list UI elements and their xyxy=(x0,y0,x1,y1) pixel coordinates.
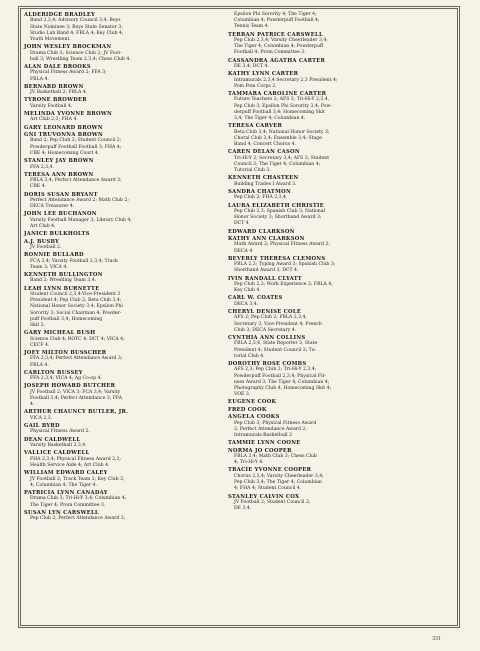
activity-line: AFS 2; Pep Club 2; FBLA 2,3,4, xyxy=(234,315,307,321)
activity-line: FHA 2,3,4; Physical Fitness Award 2,3; xyxy=(30,456,121,462)
activity-line: Pep Club 2,3; Work Experience 2; FBLA 4; xyxy=(234,281,333,287)
activity-line: FBLA 3,4; Perfect Attendance Award 3; xyxy=(30,178,122,184)
student-name: SUSAN LYN CARSWELL xyxy=(24,509,99,516)
senior-entry xyxy=(228,189,428,202)
activity-line: FFA 2,3,4; VICA 4; Ag Co-op 4. xyxy=(30,376,102,382)
activity-line: AFS 2,3; Pep Club 2; Tri-Hi-Y 2,3,4; xyxy=(234,367,317,373)
activity-line: DECA 3,4. xyxy=(234,301,259,307)
student-name: JOEY MILTON BUSSCHER xyxy=(24,350,107,357)
activity-line: Band 2,3,4; Advisory Council 3,4; Boys xyxy=(30,18,121,24)
activity-line: Art Club 2,3; FHA 4. xyxy=(30,117,78,123)
activity-line: Art Club 4. xyxy=(30,223,56,229)
activity-line: DCT 4 xyxy=(234,221,249,227)
activity-line: Physical Fitness Award 2. xyxy=(30,429,90,435)
student-name: KENNETH BULLINGTON xyxy=(24,271,103,278)
activity-line: VICA 2,3. xyxy=(30,415,53,421)
activity-line: JV Football 2; VICA 3; FCA 3,4; Varsity xyxy=(30,389,121,395)
activity-line: Pom Pom Corps 2. xyxy=(234,83,277,89)
student-name: BERNARD BROWN xyxy=(24,83,84,90)
senior-entry xyxy=(228,335,428,360)
student-name: ANGELA COOKS xyxy=(228,414,280,421)
activity-line: VOE 3. xyxy=(234,392,251,398)
senior-entry xyxy=(228,407,428,413)
senior-entry xyxy=(228,91,428,122)
senior-entry xyxy=(228,414,428,439)
student-name: CYNTHIA ANN COLLINS xyxy=(228,335,306,341)
activity-line: Pep Club 3; Epsilon Phi Sorority 3,4; Pow- xyxy=(234,103,332,109)
senior-entry xyxy=(228,203,428,228)
student-name: STANLEY CALVIN COX xyxy=(228,493,300,500)
activity-line: derpuff Football 3,4; Homecoming Skit xyxy=(234,109,325,115)
senior-entry xyxy=(24,12,224,43)
activity-line: FBLA 3,4; Math Club 3; Chess Club xyxy=(234,454,317,460)
activity-line: Pep Club 3; Physical Fitness Award xyxy=(234,420,317,426)
activity-line: CBE 4; Homecoming Court 4. xyxy=(30,150,100,156)
student-name: CASSANDRA AGATHA CARTER xyxy=(228,57,326,64)
student-name: RONNIE BULLARD xyxy=(24,252,84,259)
activity-line: Epsilon Phi Sorority 4; The Tiger 4; xyxy=(234,12,317,17)
activity-line: Council 3; The Tiger 4; Columbian 4; xyxy=(234,161,321,167)
senior-entry xyxy=(24,370,224,383)
activity-line: Pep Club 2,3; Spanish Club 3; National xyxy=(234,208,325,214)
activity-line: Secretary 3, Vice-President 4; French xyxy=(234,321,322,327)
activity-line: Varsity Football 4. xyxy=(30,103,73,109)
activity-line: Tennis Team 4. xyxy=(234,24,269,30)
student-name: CHERYL DENISE COLE xyxy=(228,308,302,315)
activity-line: FCA 3,4; Varsity Football 2,3,4; Track xyxy=(30,258,118,264)
senior-entry xyxy=(24,437,224,450)
student-name: TYRONE BROWDER xyxy=(24,97,87,104)
student-name: TERESA ANN BROWN xyxy=(24,171,94,178)
activity-line: Photography Club 4; Homecoming Skit 4; xyxy=(234,386,332,392)
activity-line: Powderpuff Football 2,3,4; Physical Fit- xyxy=(234,373,326,379)
senior-entry xyxy=(24,84,224,97)
activity-line: FBLA 2,3,4, State Reporter 3, State xyxy=(234,341,318,347)
senior-entry xyxy=(24,211,224,230)
activity-line: National Honor Society 3,4; Epsilon Phi xyxy=(30,304,123,310)
senior-entry xyxy=(228,32,428,57)
student-name: JOHN LEE BUCHANON xyxy=(24,211,97,218)
activity-line: Pep Club 3,4; The Tiger 4; Columbian xyxy=(234,480,322,486)
activity-line: Band 4; Concert Chorus 4. xyxy=(234,142,297,148)
senior-entry xyxy=(228,361,428,398)
senior-entry xyxy=(24,231,224,237)
activity-line: Health Service Aide 4; Art Club 4. xyxy=(30,462,110,468)
student-name: JANICE BULKHOLTS xyxy=(24,231,90,238)
activity-line: ball 3; Wrestling Team 2,3,4; Chess Club 4. xyxy=(30,56,131,62)
activity-line: Physical Fitness Award 2; FFA 3; xyxy=(30,70,107,76)
activity-line: Powderpuff Football Football 3; FHA 4; xyxy=(30,144,122,150)
activity-line: DE 3,4. xyxy=(234,506,252,512)
activity-line: Choral Club 3,4; Ensemble 3,4; Stage xyxy=(234,135,322,141)
student-name: SANDRA CHATMON xyxy=(228,188,291,195)
activity-line: FFA 2,3,4; Perfect Attendance Award 3; xyxy=(30,356,123,362)
senior-entry xyxy=(24,44,224,63)
activity-line: State Nominee 3; Boys State Senator 3; xyxy=(30,24,123,30)
student-name: FRED COOK xyxy=(228,406,267,413)
senior-entry xyxy=(228,295,428,308)
activity-line: Math Award 2; Physical Fitness Award 2; xyxy=(234,242,330,248)
activity-line: President 4; Pep Club 2; Beta Club 3,4; xyxy=(30,298,122,304)
activity-line: Varsity Football Manager 3; Library Club 4; xyxy=(30,217,132,223)
activity-line: Drama Club 3; Science Club 2; JV Foot- xyxy=(30,50,122,56)
right-column xyxy=(228,12,428,513)
student-name: DEAN CALDWELL xyxy=(24,436,81,443)
student-name: ALAN DALE BROOKS xyxy=(24,64,91,71)
student-name: DORIS SUSAN BRYANT xyxy=(24,191,98,198)
student-name: TERESA CARVER xyxy=(228,123,283,130)
student-name: TAMMARA CAROLINE CARTER xyxy=(228,91,327,98)
student-name: GARY MICHEAL BUSH xyxy=(24,330,96,337)
activity-line: 3,4; The Tiger 4; Columbian 4. xyxy=(234,116,306,122)
activity-line: Studio Lab Band 4; FBLA 4; Key Club 4; xyxy=(30,30,124,36)
senior-entry xyxy=(228,236,428,255)
activity-line: The Tiger 4; Columbian 4; Powderpuff xyxy=(234,44,324,50)
activity-line: 4; Columbian 4; The Tiger 4. xyxy=(30,482,97,488)
activity-line: JV Football 2; Track Team 2; Key Club 3, xyxy=(30,476,125,482)
senior-entry xyxy=(228,71,428,90)
activity-line: Youth Movement. xyxy=(30,37,71,43)
student-name: LAURA ELIZABETH CHRISTIE xyxy=(228,202,325,209)
student-name: IVIN RANDALL CLYATT xyxy=(228,275,302,282)
activity-line: Band 2; Wrestling Team 3,4. xyxy=(30,278,97,284)
activity-line: Science Club 4; ROTC 4; DCT 4; VICA 4; xyxy=(30,336,125,342)
activity-line: Band 2; Pep Club 2; Student Council 2; xyxy=(30,138,122,144)
activity-line: FBLA 2,3; Typing Award 3; Spanish Club 3; xyxy=(234,262,336,268)
student-name: CAREN DELAN CASON xyxy=(228,149,300,156)
student-name: STANLEY JAY BROWN xyxy=(24,158,94,165)
student-name: ARTHUR CHAUNCY BUTLER, JR. xyxy=(24,409,129,416)
senior-entry xyxy=(228,440,428,446)
student-name: TERRAN PATRICE CARSWELL xyxy=(228,31,323,38)
student-name: GNI TRUVONNA BROWN xyxy=(24,132,104,139)
activity-line: JV Football 2; Student Council 2; xyxy=(234,499,311,505)
student-name: EUGENE COOK xyxy=(228,399,277,406)
senior-entry xyxy=(228,149,428,174)
senior-entry xyxy=(228,229,428,235)
student-name: NORMA JO COOPER xyxy=(228,447,292,454)
student-name: DOROTHY ROSE COMBS xyxy=(228,361,307,368)
senior-entry xyxy=(228,58,428,71)
activity-line: Pep Club 2; Perfect Attendance Award 2; xyxy=(30,516,126,522)
activity-line: torial Club 4. xyxy=(234,353,265,359)
student-name: TAMMIE LYNN COONE xyxy=(228,440,301,447)
activity-line: DE 3,4; DCT 4. xyxy=(234,64,269,70)
student-name: GARY LEONARD BROWN xyxy=(24,124,103,131)
activity-line: CECF 4. xyxy=(30,342,50,348)
activity-line: President 4; Student Council 3; Tu- xyxy=(234,347,317,353)
senior-entry xyxy=(24,97,224,110)
senior-entry xyxy=(24,470,224,489)
senior-entry xyxy=(24,510,224,523)
activity-line: 4; FHA 4; Student Council 4. xyxy=(234,486,302,492)
student-name: KATHY ANN CLARKSON xyxy=(228,235,305,242)
student-name: MELINDA YVONNE BROWN xyxy=(24,111,113,118)
senior-entry xyxy=(24,172,224,191)
left-column xyxy=(24,12,224,523)
activity-line: Key Club 4. xyxy=(234,288,261,294)
senior-entry xyxy=(24,450,224,469)
activity-line: 4. xyxy=(30,402,35,408)
senior-entry xyxy=(24,490,224,509)
activity-line: Student Council 2,3,4-Vice-President 3 xyxy=(30,291,121,297)
activity-line: DECA Treasurer 4. xyxy=(30,204,75,210)
senior-entry xyxy=(24,272,224,285)
activity-line: Football 3,4; Perfect Attendance 3; FFA xyxy=(30,396,123,402)
activity-line: Pep Club 2; FHA 2,3,4 xyxy=(234,195,286,201)
student-name: BEVERLY THERESA CLEMONS xyxy=(228,255,326,262)
senior-entry xyxy=(228,276,428,295)
student-name: KATHY LYNN CARTER xyxy=(228,71,299,78)
activity-line: Honor Society 3; Shorthand Award 3; xyxy=(234,215,322,221)
senior-entry xyxy=(228,467,428,492)
activity-line: The Tiger 4; Prom Committee 3. xyxy=(30,502,106,508)
senior-entry xyxy=(24,64,224,83)
student-name: CARL W. COATES xyxy=(228,295,283,302)
senior-entry xyxy=(228,448,428,467)
activity-line: Intramurals 2,3,4 Secretary 2,3 President 4; xyxy=(234,77,338,83)
senior-entry xyxy=(24,286,224,330)
student-name: GAIL BYRD xyxy=(24,423,60,430)
activity-line: ness Award 3; The Tiger 4; Columbian 4; xyxy=(234,379,330,385)
activity-line: FBLA 4. xyxy=(30,76,49,82)
activity-line: Varsity Basketball 2,3,4. xyxy=(30,443,87,449)
senior-entry xyxy=(24,423,224,436)
senior-entry xyxy=(24,132,224,157)
activity-line: Drama Club 3; Tri-Hi-Y 3,4; Columbian 4; xyxy=(30,496,127,502)
page-number: 331 xyxy=(432,636,441,642)
student-name: WILLIAM EDWARD CALEY xyxy=(24,470,108,477)
senior-entry xyxy=(24,383,224,408)
senior-entry xyxy=(24,158,224,171)
activity-line: Intramurals-Basketball 2 xyxy=(234,433,293,439)
activity-line: JV Basketball 2; FBLA 4. xyxy=(30,90,88,96)
activity-line: puff Football 3,4; Homecoming xyxy=(30,316,103,322)
senior-entry xyxy=(228,494,428,513)
activity-line: FFA 2,3,4. xyxy=(30,164,54,170)
activity-line: Football 4; Prom Committee 3. xyxy=(234,50,306,56)
student-name: EDWARD CLARKSON xyxy=(228,228,295,235)
senior-entry xyxy=(228,399,428,405)
senior-entry xyxy=(24,330,224,349)
student-name: TRACIE YVONNE COOPER xyxy=(228,467,312,474)
activity-line: Future Teachers 2; AFS 3; Tri-Hi-Y 2,3,4, xyxy=(234,97,330,103)
activity-line: Tri-Hi-Y 2, Secretary 3,4; AFS 3; Student xyxy=(234,155,330,161)
activity-line: Tutorial Club 3. xyxy=(234,168,271,174)
activity-line: DECA 4 xyxy=(234,248,253,254)
activity-line: Perfect Attendance Award 2; Math Club 2; xyxy=(30,197,129,203)
senior-entry xyxy=(24,192,224,211)
student-name: CARLTON BUSSEY xyxy=(24,369,83,376)
activity-line: Club 3; DECA Secretary 4. xyxy=(234,327,297,333)
activity-line: Pep Club 2,3,4; Varsity Cheerleader 3,4; xyxy=(234,38,328,44)
senior-entry xyxy=(228,12,428,31)
senior-entry xyxy=(24,252,224,271)
activity-line: Chorus 2,3,4; Varsity Cheerleader 3,4; xyxy=(234,473,324,479)
senior-entry xyxy=(228,175,428,188)
activity-line: Sorority 3; Social Chairman 4; Powder- xyxy=(30,310,122,316)
activity-line: Beta Club 3,4; National Honor Society 3; xyxy=(234,129,330,135)
student-name: VALLICE CALDWELL xyxy=(24,450,90,457)
senior-entry xyxy=(228,123,428,148)
senior-entry xyxy=(228,309,428,334)
student-name: A.J. BUSBY xyxy=(24,238,60,245)
student-name: KENNETH CHASTEEN xyxy=(228,175,299,182)
activity-line: Building Trades I Award 3. xyxy=(234,181,297,187)
activity-line: 2; Perfect Attendance Award 2; xyxy=(234,426,307,432)
student-name: JOHN WESLEY BROCKMAN xyxy=(24,44,112,51)
senior-entry xyxy=(24,350,224,369)
activity-line: Shorthand Award 3; DCT 4. xyxy=(234,268,299,274)
senior-entry xyxy=(24,409,224,422)
student-name: LEAH LYNN BURNETTE xyxy=(24,285,100,292)
activity-line: CBE 4. xyxy=(30,184,47,190)
senior-entry xyxy=(24,111,224,124)
activity-line: FBLA 4. xyxy=(30,362,49,368)
activity-line: Skit 2. xyxy=(30,323,46,328)
activity-line: Columbian 4; Powderpuff Football 4; xyxy=(234,18,320,24)
senior-entry xyxy=(24,239,224,252)
student-name: ALDERIDGE BRADLEY xyxy=(24,12,96,18)
senior-entry xyxy=(228,256,428,275)
senior-entry xyxy=(24,125,224,131)
activity-line: JV Football 2. xyxy=(30,244,62,250)
activity-line: Team 3; VICA 4. xyxy=(30,264,68,270)
student-name: PATRICIA LYNN CANADAY xyxy=(24,489,108,496)
student-name: JOSEPH HOWARD BUTCHER xyxy=(24,383,116,390)
activity-line: 4; Tri-Hi-Y 4. xyxy=(234,460,264,466)
